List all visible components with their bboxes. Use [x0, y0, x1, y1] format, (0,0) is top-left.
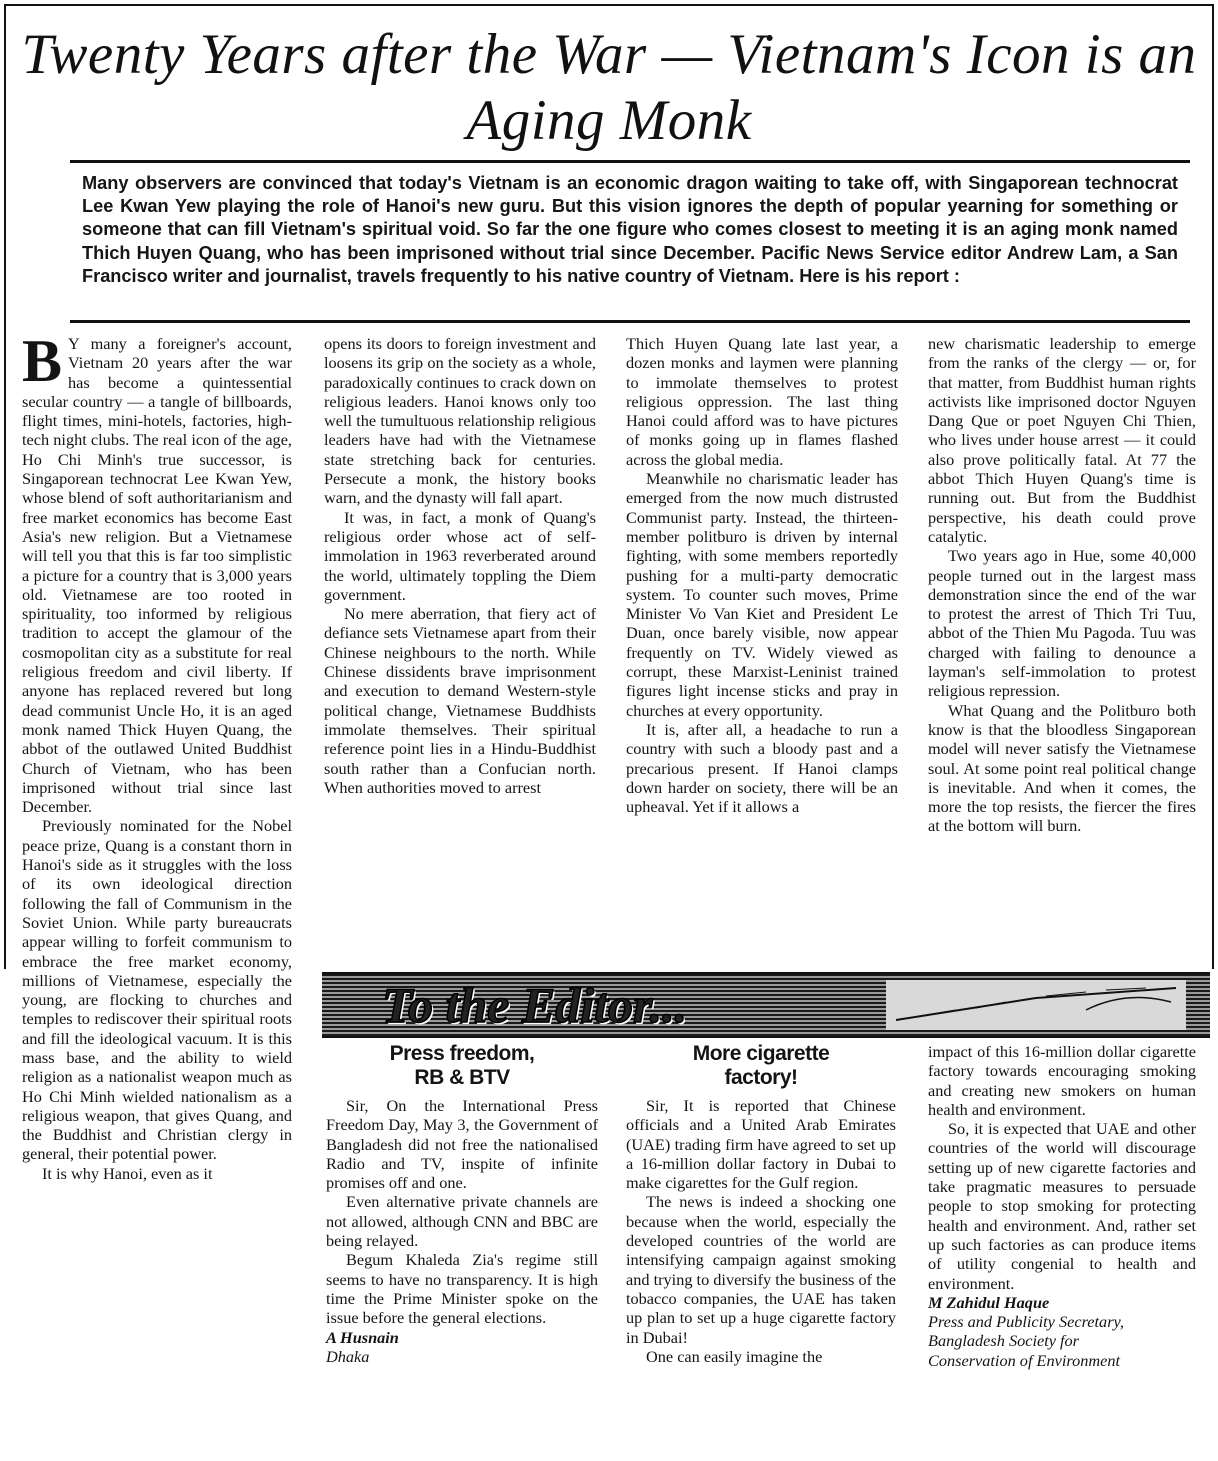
- banner-title: To the Editor...: [382, 977, 688, 1033]
- letter-paragraph: Sir, It is reported that Chinese officials and a United Arab Emirates (UAE) trading firm have agreed to set up a 16-million dollar factory in Dubai to make cigarettes for the Gulf region.: [626, 1096, 896, 1193]
- article-paragraph: Previously nominated for the Nobel peace prize, Quang is a constant thorn in Hanoi's side as it struggles with the loss of its own ideological direction following the fall of Communism in the Soviet Union. While party bureaucrats appear willing to forfeit communism to embrace the free market economy, millions of Vietnamese, especially the young, are flocking to churches and temples to rediscover their spiritual roots and fill the ideological vacuum. It is this mass base, and the ability to wield religion as a nationalist weapon much as Ho Chi Minh wielded nationalism as a religious weapon, that gives Quang, and the Buddhist and Christian clergy in general, their potential power.: [22, 816, 292, 1164]
- headline-rule: [70, 160, 1190, 163]
- letter-signature: A Husnain: [326, 1327, 399, 1347]
- article-paragraph: Meanwhile no charismatic leader has emerged from the now much distrusted Communist party. Instead, the thirteen-member politburo is driven by internal fighting, with some members reportedly pushing for a multi-party democratic system. To counter such moves, Prime Minister Vo Van Kiet and President Le Duan, once barely visible, now appear frequently on TV. Widely viewed as corrupt, these Marxist-Leninist trained figures light incense sticks and pray in churches at every opportunity.: [626, 469, 898, 720]
- standfirst: Many observers are convinced that today's Vietnam is an economic dragon waiting to take off, with Singaporean technocrat Lee Kwan Yew playing the role of Hanoi's new guru. But this vision ignores the depth of popular yearning for something or someone that can fill Vietnam's spiritual void. So far the one figure who comes closest to meeting it is an aging monk named Thich Huyen Quang, who has been imprisoned without trial since December. Pacific News Service editor Andrew Lam, a San Francisco writer and journalist, travels frequently to his native country of Vietnam. Here is his report :: [82, 173, 1178, 286]
- letter-paragraph: impact of this 16-million dollar cigarette factory towards encouraging smoking and creating new smokers on human health and environment.: [928, 1042, 1196, 1119]
- letter-title: More cigarette factory!: [692, 1042, 830, 1089]
- signature-organization: Bangladesh Society for: [928, 1331, 1080, 1351]
- standfirst-rule: [70, 320, 1190, 323]
- article-paragraph: It was, in fact, a monk of Quang's religious order whose act of self-immolation in 1963 reverberated around the world, ultimately toppling the Diem government.: [324, 507, 596, 604]
- letter-title: Press freedom, RB & BTV: [389, 1042, 535, 1089]
- headline: Twenty Years after the War — Vietnam's Icon is an Aging Monk: [21, 23, 1197, 152]
- letter-paragraph: The news is indeed a shocking one because when the world, especially the developed countries of the world are intensifying campaign against smoking and trying to diversify the business of the tobacco companies, the UAE has taken up plan to set up a huge cigarette factory in Dubai!: [626, 1192, 896, 1347]
- quill-pen-icon: [886, 980, 1186, 1030]
- letter-signature: M Zahidul Haque: [928, 1292, 1050, 1312]
- article-paragraph: No mere aberration, that fiery act of defiance sets Vietnamese apart from their Chinese neighbours to the north. While Chinese dissidents brave imprisonment and execution to demand Western-style political change, Vietnamese Buddhists immolate themselves. Their spiritual reference point lies in a Hindu-Buddhist south rather than a Confucian north. When authorities moved to arrest: [324, 604, 596, 797]
- top-rule: [4, 4, 1214, 6]
- article-paragraph: It is, after all, a headache to run a country with such a bloody past and a precarious present. If Hanoi clamps down harder on society, there will be an upheaval. Yet if it allows a: [626, 719, 898, 817]
- article-column-1: [22, 328, 292, 1444]
- letter-cigarette-factory-continued: [928, 1042, 1196, 1442]
- letter-cigarette-factory: [626, 1042, 896, 1442]
- signature-title: Press and Publicity Secretary,: [928, 1312, 1124, 1332]
- article-column-4: [928, 334, 1196, 966]
- right-border: [1212, 4, 1214, 969]
- letter-paragraph: Sir, On the International Press Freedom Day, May 3, the Government of Bangladesh did not free the nationalised Radio and TV, inspite of infinite promises off and one.: [326, 1096, 598, 1193]
- article-column-3: [626, 334, 898, 966]
- letter-paragraph: One can easily imagine the: [646, 1346, 823, 1366]
- article-paragraph: B Y many a foreigner's account, Vietnam 20 years after the war has become a quintessential secular country — a tangle of billboards, flight times, mini-hotels, factories, high-tech night clubs. The real icon of the age, Ho Chi Minh's true successor, is Singaporean technocrat Lee Kwan Yew, whose blend of soft authoritarianism and free market economics has become East Asia's new religion. But a Vietnamese will tell you that this is far too simplistic a picture for a country that is 3,000 years old. Vietnamese are too rooted in spirituality, too informed by religious tradition to accept the glamour of the cosmopolitan city as a substitute for real religious freedom and civil liberty. If anyone has replaced revered but long dead communist Uncle Ho, it is an aged monk named Thick Huyen Quang, the abbot of the outlawed United Buddhist Church of Vietnam, who has been imprisoned without trial since last December.: [22, 328, 292, 817]
- article-paragraph: It is why Hanoi, even as it: [42, 1163, 213, 1183]
- article-column-2: [324, 334, 596, 966]
- signature-organization: Conservation of Environment: [928, 1350, 1121, 1370]
- letter-press-freedom: [326, 1042, 598, 1442]
- to-the-editor-banner: [322, 972, 1210, 1038]
- letter-paragraph: So, it is expected that UAE and other countries of the world will discourage setting up of new cigarette factories and take pragmatic measures to persuade people to stop smoking for protecting health and environment. And, rather set up such factories as can produce items of utility congenial to health and environment.: [928, 1119, 1196, 1293]
- article-paragraph: new charismatic leadership to emerge from the ranks of the clergy — or, for that matter, from Buddhist human rights activists like imprisoned doctor Nguyen Dang Que or poet Nguyen Chi Thien, who lives under house arrest — it could also prove politically fatal. At 77 the abbot Thich Huyen Quang's time is running out. But from the Buddhist perspective, his death could prove catalytic.: [928, 334, 1196, 546]
- article-paragraph: Two years ago in Hue, some 40,000 people turned out in the largest mass demonstration since the end of the war to protest the arrest of Thich Tri Tuu, abbot of the Thien Mu Pagoda. Tuu was charged with failing to denounce a layman's self-immolation to protest religious repression.: [928, 546, 1196, 701]
- article-paragraph: What Quang and the Politburo both know is that the bloodless Singaporean model will never satisfy the Vietnamese soul. At some point real political change is inevitable. And when it comes, the more the top resists, the fiercer the fires at the bottom will burn.: [928, 700, 1196, 836]
- letter-paragraph: Even alternative private channels are not allowed, although CNN and BBC are being relayed.: [326, 1192, 598, 1251]
- drop-cap: B: [22, 328, 63, 394]
- article-paragraph: Thich Huyen Quang late last year, a dozen monks and laymen were planning to immolate themselves to protest religious oppression. The last thing Hanoi could afford was to have pictures of monks going up in flames flashed across the global media.: [626, 334, 898, 469]
- article-paragraph: opens its doors to foreign investment and loosens its grip on the society as a whole, paradoxically continues to crack down on religious leaders. Hanoi knows only too well the tumultuous relationship religious leaders have had with the Vietnamese state stretching back for centuries. Persecute a monk, the history books warn, and the dynasty will fall apart.: [324, 334, 596, 508]
- letter-location: Dhaka: [326, 1346, 370, 1366]
- letter-paragraph: Begum Khaleda Zia's regime still seems to have no transparency. It is high time the Prime Minister spoke on the issue before the general elections.: [326, 1250, 598, 1328]
- left-border: [4, 4, 6, 969]
